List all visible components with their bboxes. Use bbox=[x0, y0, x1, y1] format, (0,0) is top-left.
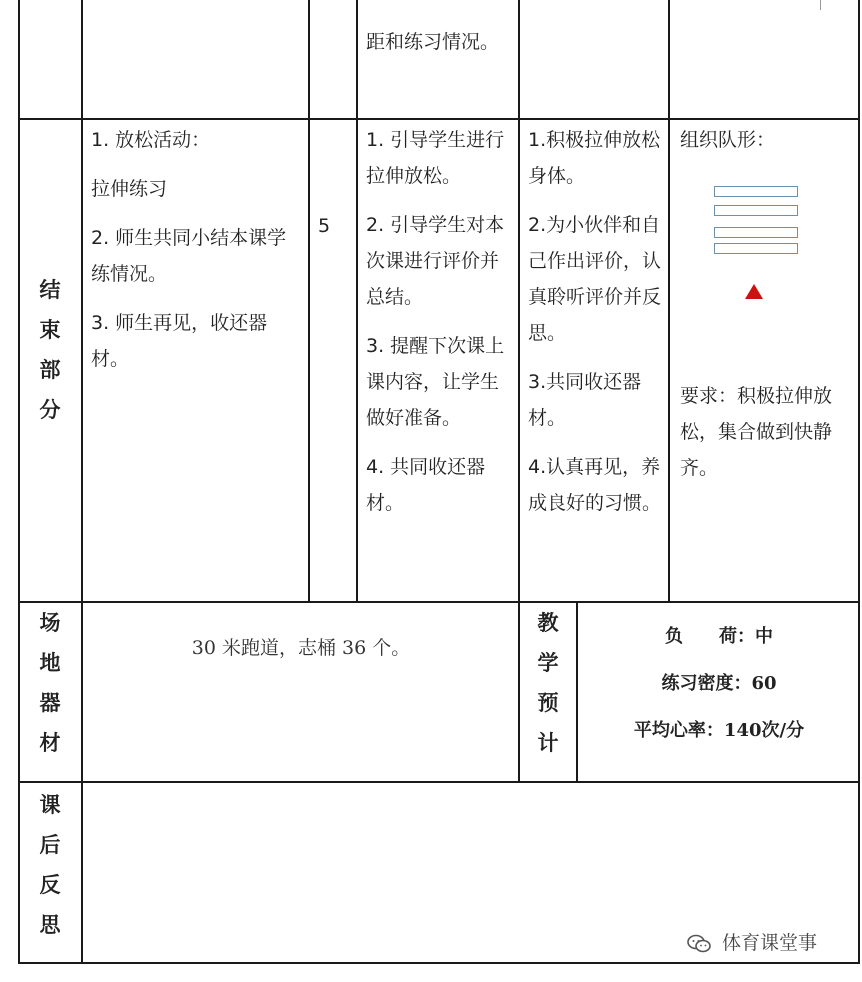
teacher-item: 3. 提醒下次课上课内容，让学生做好准备。 bbox=[366, 335, 505, 429]
student-row-bar bbox=[714, 205, 798, 216]
section-title-char: 束 bbox=[39, 318, 61, 342]
content-item: 3. 师生再见，收还器材。 bbox=[91, 312, 268, 370]
section-title-char: 场 bbox=[39, 611, 61, 635]
equipment-title bbox=[33, 603, 67, 763]
section-title-char: 学 bbox=[537, 651, 559, 675]
row-divider-1 bbox=[18, 118, 860, 120]
section-title-char: 预 bbox=[537, 691, 559, 715]
column-divider-1 bbox=[81, 0, 83, 964]
reflection-title bbox=[33, 785, 67, 945]
student-item: 3.共同收还器材。 bbox=[528, 371, 642, 429]
student-row-bar bbox=[714, 227, 798, 238]
table-left-border bbox=[18, 0, 20, 964]
section-title-char: 课 bbox=[39, 793, 61, 817]
forecast-title bbox=[531, 603, 565, 763]
student-activities bbox=[528, 122, 664, 534]
student-row-bar bbox=[714, 243, 798, 254]
teacher-activities bbox=[366, 122, 514, 534]
section-title-char: 部 bbox=[39, 358, 61, 382]
content-item: 拉伸练习 bbox=[91, 178, 168, 200]
column-divider-3 bbox=[356, 0, 358, 603]
organization-title: 组织队形： bbox=[680, 129, 776, 151]
end-section-title bbox=[33, 270, 67, 430]
content-item: 1. 放松活动： bbox=[91, 129, 211, 151]
student-item: 4.认真再见，养成良好的习惯。 bbox=[528, 456, 662, 514]
section-title-char: 结 bbox=[39, 278, 61, 302]
column-divider-5 bbox=[668, 0, 670, 603]
row-divider-3 bbox=[18, 781, 860, 783]
end-section-time: 5 bbox=[318, 215, 331, 237]
forecast-density: 练习密度：60 bbox=[661, 673, 777, 694]
section-title-char: 地 bbox=[39, 651, 61, 675]
section-title-char: 计 bbox=[537, 731, 559, 755]
column-divider-2 bbox=[308, 0, 310, 603]
organization-requirement: 要求：积极拉伸放松，集合做到快静齐。 bbox=[680, 385, 833, 479]
teacher-item: 4. 共同收还器材。 bbox=[366, 456, 486, 514]
wechat-icon bbox=[686, 934, 712, 954]
student-item: 2.为小伙伴和自己作出评价，认真聆听评价并反思。 bbox=[528, 214, 662, 344]
section-title-char: 后 bbox=[39, 833, 61, 857]
section-title-char: 教 bbox=[537, 611, 559, 635]
student-row-bar bbox=[714, 186, 798, 197]
teacher-item: 2. 引导学生对本次课进行评价并总结。 bbox=[366, 214, 505, 308]
top-row-teacher-text: 距和练习情况。 bbox=[366, 31, 500, 53]
column-divider-4 bbox=[518, 0, 520, 783]
row-divider-2 bbox=[18, 601, 860, 603]
forecast-load: 负 荷：中 bbox=[665, 626, 773, 647]
content-item: 2. 师生共同小结本课学练情况。 bbox=[91, 227, 287, 285]
page-margin-mark bbox=[820, 0, 821, 10]
forecast-heart-rate: 平均心率：140次/分 bbox=[633, 720, 805, 741]
watermark bbox=[686, 928, 817, 955]
equipment-text: 30 米跑道，志桶 36 个。 bbox=[191, 637, 411, 659]
end-section-content bbox=[91, 122, 303, 390]
watermark-text: 体育课堂事 bbox=[722, 932, 818, 954]
table-bottom-border bbox=[18, 962, 860, 964]
section-title-char: 反 bbox=[39, 873, 61, 897]
table-right-border bbox=[858, 0, 860, 964]
section-title-char: 思 bbox=[39, 913, 61, 937]
teacher-item: 1. 引导学生进行拉伸放松。 bbox=[366, 129, 505, 187]
student-item: 1.积极拉伸放松身体。 bbox=[528, 129, 661, 187]
section-title-char: 材 bbox=[39, 731, 61, 755]
section-title-char: 分 bbox=[39, 398, 61, 422]
section-title-char: 器 bbox=[39, 691, 61, 715]
teacher-marker-icon bbox=[745, 284, 763, 299]
